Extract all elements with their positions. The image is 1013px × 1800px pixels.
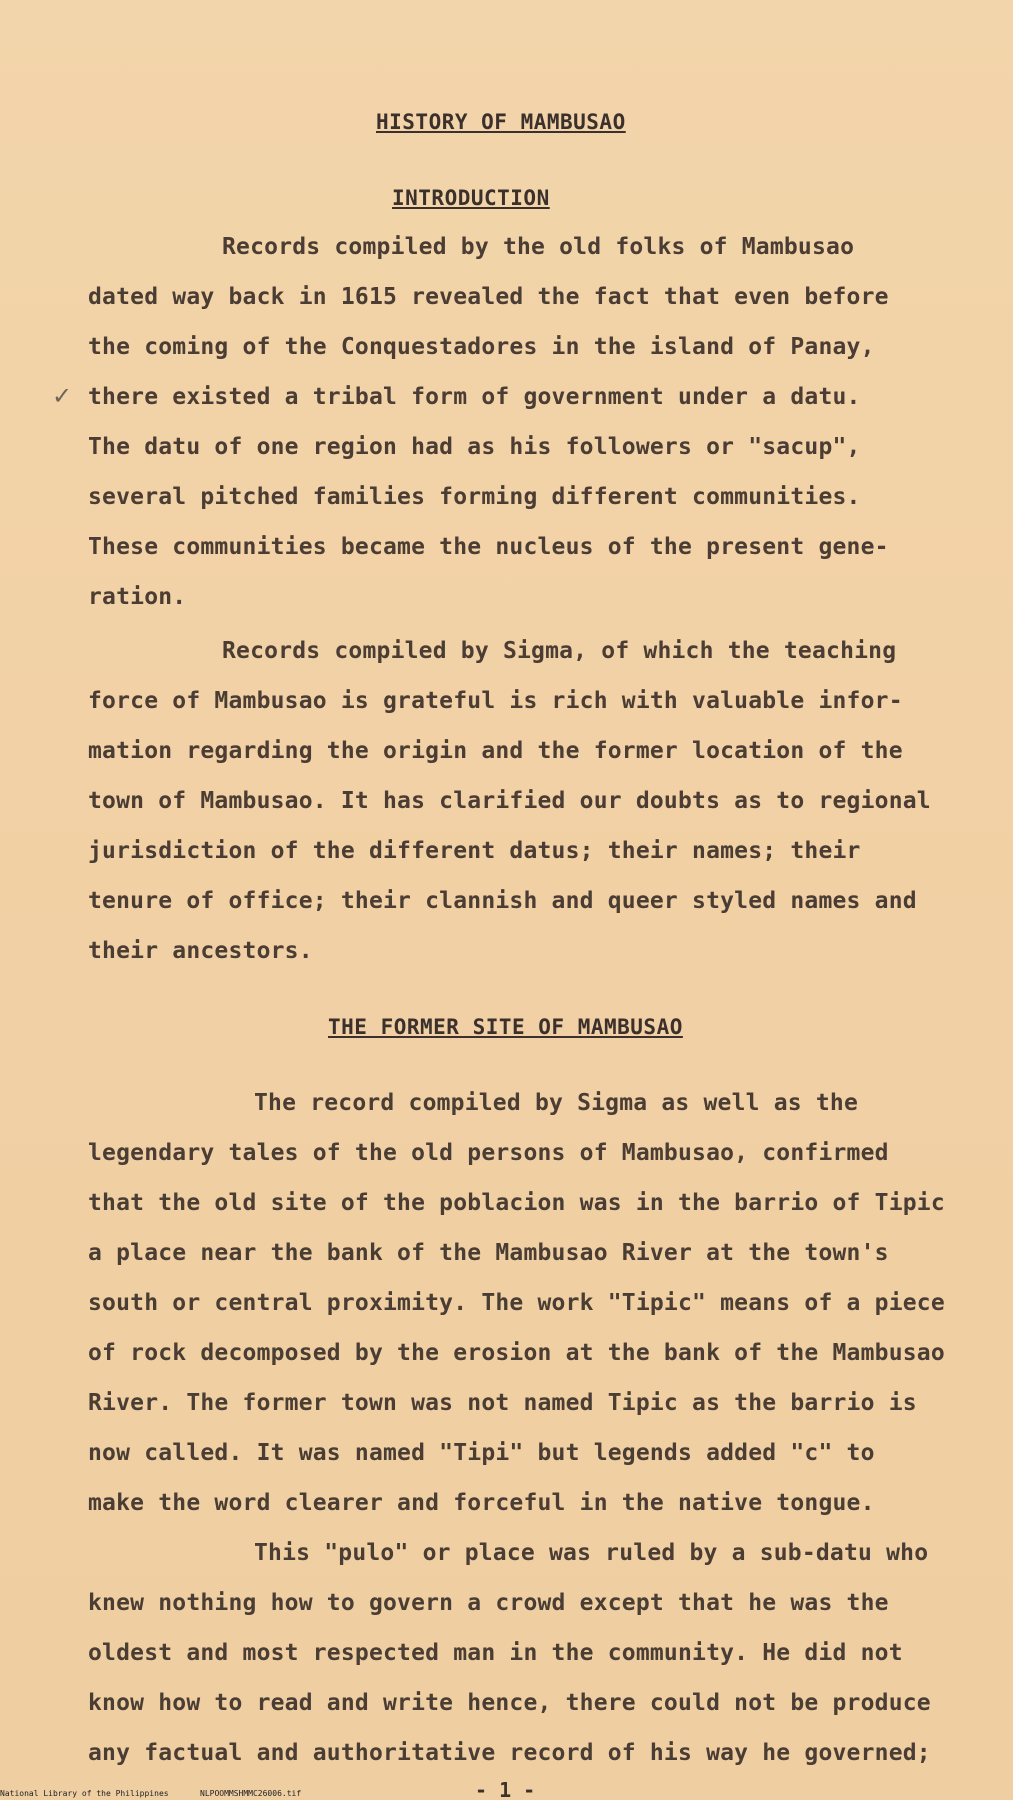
para2-line: town of Mambusao. It has clarified our doubts as to regional (88, 788, 931, 814)
document-title: HISTORY OF MAMBUSAO (376, 110, 626, 134)
para4-line: know how to read and write hence, there could not be produce (88, 1690, 931, 1716)
para3-line: legendary tales of the old persons of Mambusao, confirmed (88, 1140, 889, 1166)
para4-line: knew nothing how to govern a crowd except that he was the (88, 1590, 889, 1616)
para4-line: This "pulo" or place was ruled by a sub-datu who (254, 1540, 929, 1566)
page-number: - 1 - (475, 1778, 536, 1800)
para1-line: The datu of one region had as his followers or "sacup", (88, 434, 861, 460)
footer-file-id: NLPOOMMSHMMC26006.tif (200, 1789, 302, 1798)
para2-line: force of Mambusao is grateful is rich with valuable infor- (88, 688, 903, 714)
para3-line: now called. It was named "Tipi" but legends added "c" to (88, 1440, 875, 1466)
para3-line: of rock decomposed by the erosion at the bank of the Mambusao (88, 1340, 945, 1366)
check-mark-icon: ✓ (52, 382, 73, 410)
para1-line: the coming of the Conquestadores in the island of Panay, (88, 334, 875, 360)
para2-line: jurisdiction of the different datus; their names; their (88, 838, 861, 864)
para2-line: tenure of office; their clannish and queer styled names and (88, 888, 917, 914)
section-heading-former-site: THE FORMER SITE OF MAMBUSAO (328, 1015, 683, 1039)
para1-line: ration. (88, 584, 187, 610)
para3-line: The record compiled by Sigma as well as the (254, 1090, 859, 1116)
para4-line: oldest and most respected man in the community. He did not (88, 1640, 903, 1666)
para1-line: Records compiled by the old folks of Mambusao (222, 234, 855, 260)
para3-line: make the word clearer and forceful in the native tongue. (88, 1490, 875, 1516)
para1-line: These communities became the nucleus of the present gene- (88, 534, 889, 560)
para3-line: River. The former town was not named Tipic as the barrio is (88, 1390, 917, 1416)
para1-line: there existed a tribal form of government under a datu. (88, 384, 861, 410)
para3-line: a place near the bank of the Mambusao River at the town's (88, 1240, 889, 1266)
para1-line: several pitched families forming different communities. (88, 484, 861, 510)
para2-line: their ancestors. (88, 938, 313, 964)
para2-line: Records compiled by Sigma, of which the teaching (222, 638, 897, 664)
footer-library-name: National Library of the Philippines (0, 1789, 169, 1798)
para4-line: any factual and authoritative record of his way he governed; (88, 1740, 931, 1766)
para3-line: that the old site of the poblacion was in the barrio of Tipic (88, 1190, 945, 1216)
para3-line: south or central proximity. The work "Tipic" means of a piece (88, 1290, 945, 1316)
section-heading-introduction: INTRODUCTION (392, 186, 550, 210)
para1-line: dated way back in 1615 revealed the fact that even before (88, 284, 889, 310)
para2-line: mation regarding the origin and the former location of the (88, 738, 903, 764)
